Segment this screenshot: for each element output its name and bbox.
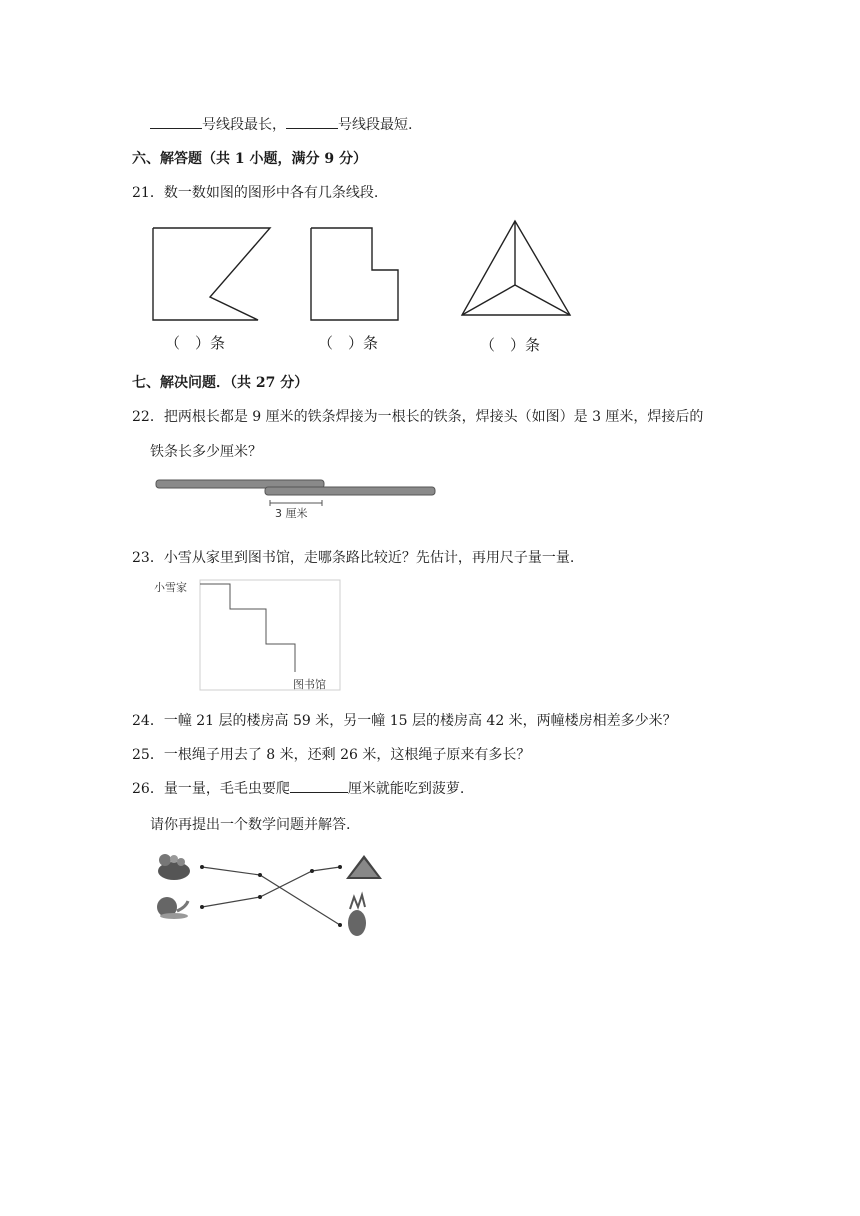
iron-bars-figure [152,476,442,521]
home-label: 小雪家 [154,581,187,594]
path-figure [150,845,390,940]
figure-shape-1 [150,225,280,335]
count-caption-3: （ ）条 [480,336,541,354]
question-25: 25．一根绳子用去了 8 米，还剩 26 米，这根绳子原来有多长？ [132,747,531,763]
answer-blank[interactable] [150,114,202,129]
answer-blank[interactable] [286,114,338,129]
question-22-line2: 铁条长多少厘米？ [150,444,262,460]
library-label: 图书馆 [293,678,326,691]
pineapple-icon [348,895,366,936]
question-line-top [150,114,412,134]
watermelon-icon [346,855,382,879]
text: 厘米就能吃到菠萝. [347,781,465,797]
question-23: 23．小雪从家里到图书馆，走哪条路比较近？先估计，再用尺子量一量. [132,550,575,566]
text: 号线段最长， [202,117,286,133]
question-26-line2: 请你再提出一个数学问题并解答. [150,817,351,833]
caterpillar-icon [158,854,190,880]
question-26 [132,778,464,798]
count-caption-1: （ ）条 [165,334,226,352]
count-caption-2: （ ）条 [318,334,379,352]
figure-shape-3 [458,218,583,323]
text: 号线段最短. [338,117,413,133]
question-24: 24．一幢 21 层的楼房高 59 米，另一幢 15 层的楼房高 42 米，两幢楼房相差多少米？ [132,713,677,729]
section-heading: 六、解答题（共 1 小题，满分 9 分） [132,151,367,167]
snail-icon [157,897,188,919]
weld-length-label: 3 厘米 [275,507,308,520]
figure-shape-2 [308,225,408,325]
text: 26．量一量，毛毛虫要爬 [132,781,290,797]
question-21: 21．数一数如图的图形中各有几条线段. [132,185,379,201]
answer-blank[interactable] [290,778,348,793]
question-22-line1: 22．把两根长都是 9 厘米的铁条焊接为一根长的铁条，焊接头（如图）是 3 厘米，焊接后的 [132,409,704,425]
route-figure [150,574,350,694]
section-heading: 七、解决问题．（共 27 分） [132,375,309,391]
